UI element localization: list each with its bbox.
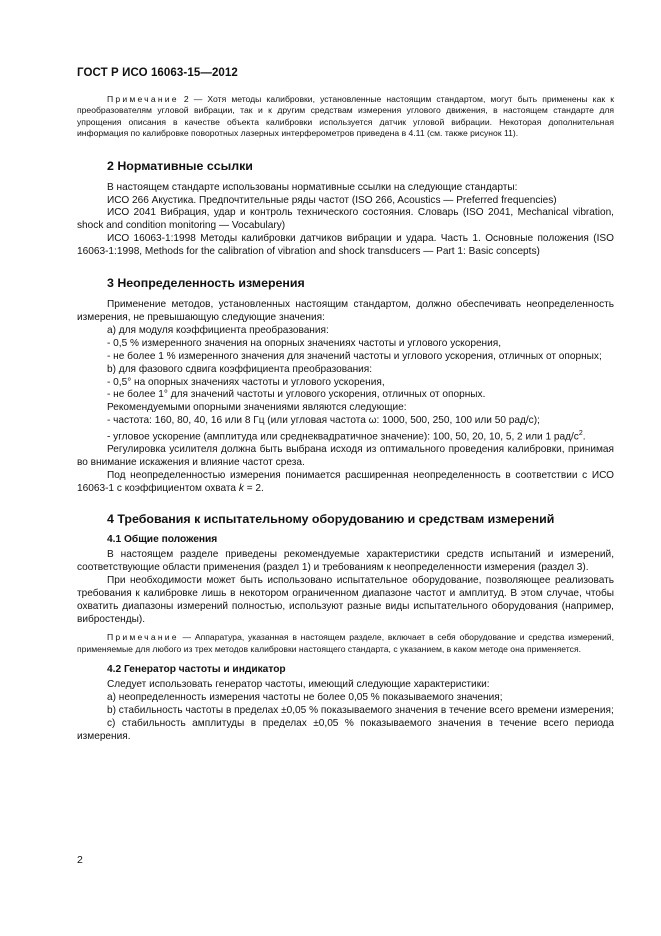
section-2-paragraph: ИСО 266 Акустика. Предпочтительные ряды частот (ISO 266, Acoustics — Preferred frequencies) — [107, 194, 557, 206]
section-3-paragraph: - не более 1 % измеренного значения для значений частоты и углового ускорения, отличных от опорных; — [107, 350, 602, 362]
period: . — [582, 431, 586, 443]
section-3-paragraph: Применение методов, установленных настоящим стандартом, должно обеспечивать неопределенность измерения, не превышающую следующие значения: — [77, 299, 614, 323]
page-content — [77, 94, 614, 744]
section-4-note — [77, 632, 614, 655]
section-4-1-paragraph: В настоящем разделе приведены рекомендуемые характеристики средств испытаний и измерений, соответствующие области применения (раздел 1) и требованиям к неопределенности измерения (раздел 3). — [77, 549, 614, 573]
section-4-2-paragraph: a) неопределенность измерения частоты не более 0,05 % показываемого значения; — [107, 692, 503, 704]
page-number: 2 — [77, 854, 83, 866]
section-4-1-paragraph: При необходимости может быть использовано испытательное оборудование, позволяющее реализовать требования к калибровке лишь в некотором ограниченном диапазоне частот и амплитуд. В этом случае, чтобы охватить диапазоны измерений полностью, используют разные виды испытательного оборудования (например, вибростенды). — [77, 574, 614, 625]
section-3-paragraph: b) для фазового сдвига коэффициента преобразования: — [107, 363, 373, 375]
section-3-paragraph: a) для модуля коэффициента преобразования: — [107, 324, 329, 336]
section-2-paragraph: ИСО 2041 Вибрация, удар и контроль технического состояния. Словарь (ISO 2041, Mechanical vibration, shock and condition monitoring — Vocabulary) — [77, 207, 614, 232]
section-4-2-paragraph: c) стабильность амплитуды в пределах ±0,05 % показываемого значения в течение всего периода измерения. — [77, 717, 614, 742]
section-3-paragraph: - не более 1° для значений частоты и углового ускорения, отличных от опорных. — [107, 389, 486, 401]
section-4-2-paragraph: Следует использовать генератор частоты, имеющий следующие характеристики: — [107, 679, 490, 691]
section-4-2-heading: 4.2 Генератор частоты и индикатор — [107, 664, 286, 676]
section-3-paragraph: - 0,5° на опорных значениях частоты и углового ускорения, — [107, 376, 385, 388]
section-3-paragraph — [77, 470, 614, 496]
note-text: 2 — Хотя методы калибровки, установленные настоящим стандартом, могут быть применены как к преобразователям угловой вибрации, так и к другим средствам измерения углового движения, в настоящем стандарте для упрощения описания в качестве объекта калибровки используется датчик угловой вибрации. Некоторая дополнительная информация по калибровке поворотных лазерных интерферометров приведена в 4.11 (см. также рисунок 11). — [77, 94, 614, 139]
note-label: Примечание — [107, 632, 179, 643]
note-text: — Аппаратура, указанная в настоящем разделе, включает в себя оборудование и средства измерений, применяемые для любого из трех методов калибровки настоящего стандарта, с указанием, в каком методе она применяется. — [77, 632, 614, 654]
section-4-2-paragraph: b) стабильность частоты в пределах ±0,05 % показываемого значения в течение всего времени измерения; — [107, 705, 614, 717]
running-header: ГОСТ Р ИСО 16063-15—2012 — [77, 67, 238, 79]
section-3-paragraph: - 0,5 % измеренного значения на опорных значениях частоты и углового ускорения, — [107, 337, 502, 349]
note-2 — [77, 94, 614, 140]
section-3-paragraph: - частота: 160, 80, 40, 16 или 8 Гц (или угловая частота ω: 1000, 500, 250, 100 или 50 рад/с); — [107, 415, 540, 427]
section-2-paragraph: В настоящем стандарте использованы нормативные ссылки на следующие стандарты: — [107, 181, 518, 193]
section-3-paragraph: Рекомендуемыми опорными значениями являются следующие: — [107, 402, 407, 414]
section-3-heading: 3 Неопределенность измерения — [107, 276, 305, 291]
note-label: Примечание — [107, 94, 179, 104]
acceleration-text: - угловое ускорение (амплитуда или среднеквадратичное значение): 100, 50, 20, 10, 5, 2 или 1 рад/с — [107, 431, 579, 443]
coverage-factor: k — [238, 483, 244, 495]
section-4-heading: 4 Требования к испытательному оборудованию и средствам измерений — [107, 512, 555, 527]
section-4-1-heading: 4.1 Общие положения — [107, 534, 218, 546]
section-2-paragraph: ИСО 16063-1:1998 Методы калибровки датчиков вибрации и удара. Часть 1. Основные положения (ISO 16063-1:1998, Methods for the calibration of vibration and shock transducers — Part 1: Basic concepts) — [77, 233, 614, 258]
section-3-paragraph: Регулировка усилителя должна быть выбрана исходя из оптимального проведения калибровки, принимая во внимание искажения и влияние частот среза. — [77, 444, 614, 469]
coverage-value: = 2. — [243, 483, 264, 495]
superscript: 2 — [578, 430, 583, 438]
section-2-heading: 2 Нормативные ссылки — [107, 158, 253, 173]
section-3-paragraph — [77, 428, 614, 444]
uncertainty-text: Под неопределенностью измерения понимается расширенная неопределенность в соответствии с ИСО 16063-1 с коэффициентом охвата — [77, 470, 614, 495]
